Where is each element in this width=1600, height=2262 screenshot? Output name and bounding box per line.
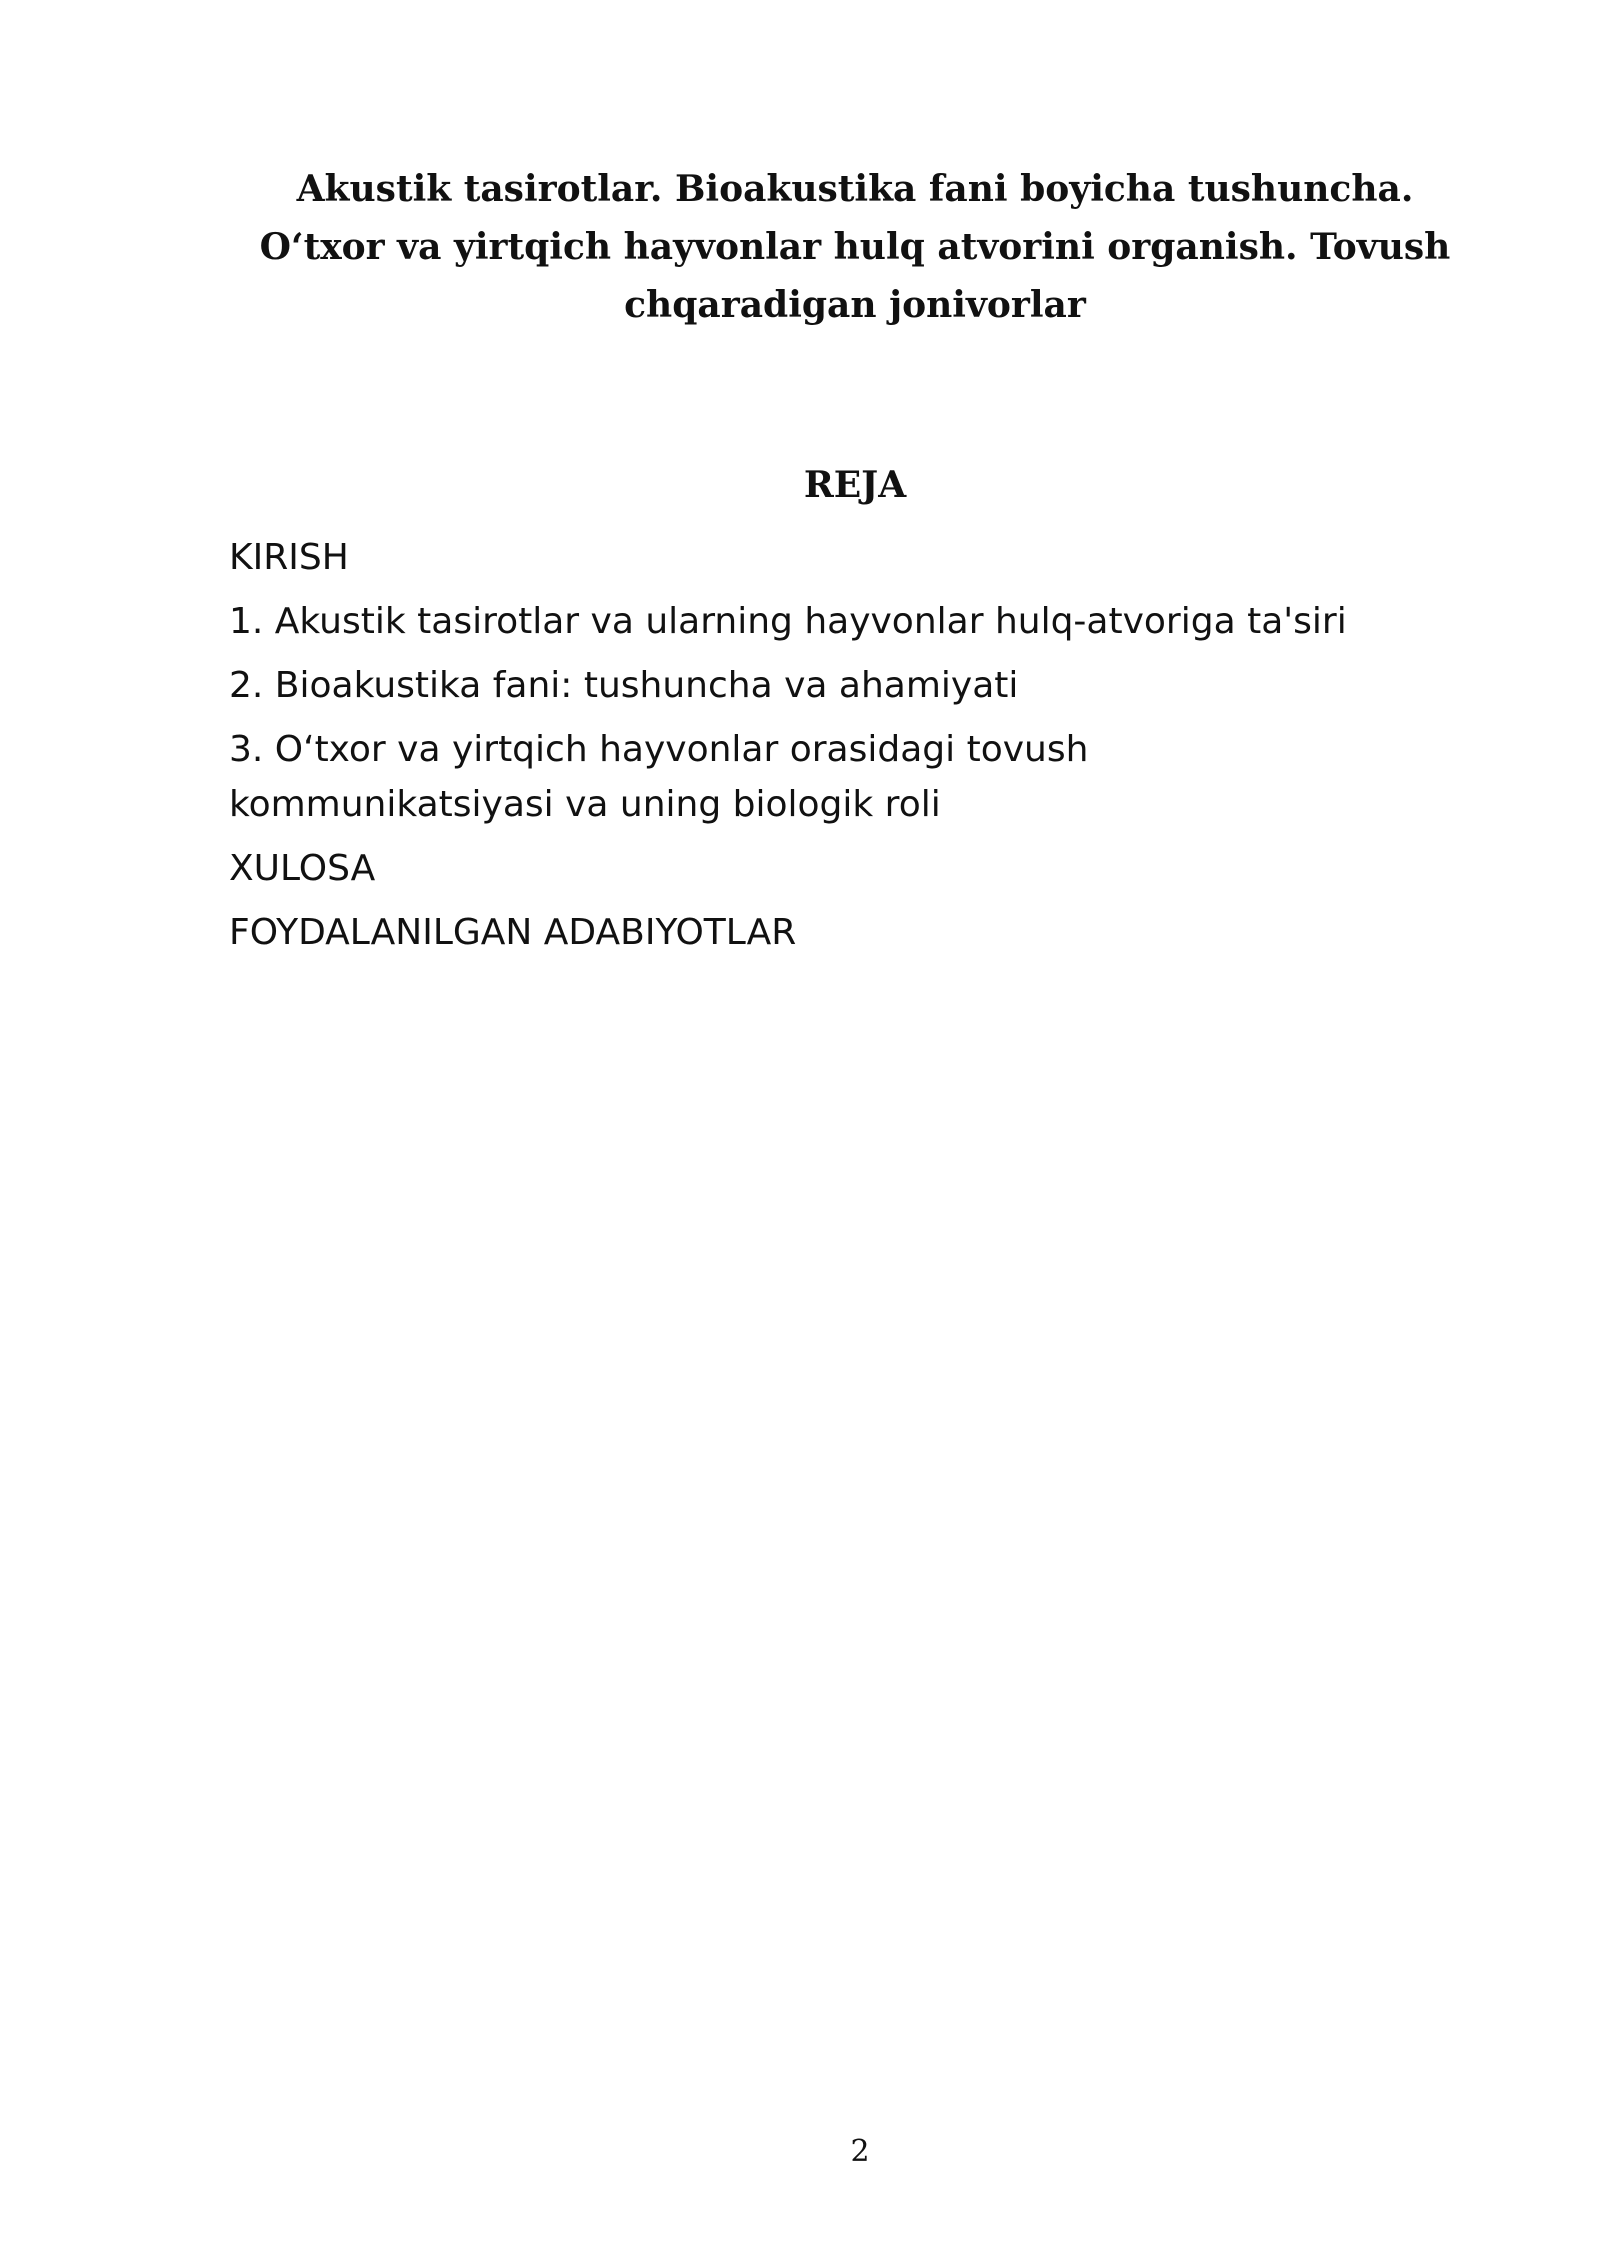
plan-item-intro [229, 530, 1469, 585]
plan-item-text: XULOSA [229, 848, 376, 889]
plan-item-text: 3. O‘txor va yirtqich hayvonlar orasidagi tovush [229, 729, 1089, 770]
plan-item-text: KIRISH [229, 537, 349, 578]
plan-item-text: 1. Akustik tasirotlar va ularning hayvonlar hulq-atvoriga ta'siri [229, 601, 1347, 642]
plan-item-text-continued: kommunikatsiyasi va uning biologik roli [229, 784, 941, 825]
plan-list [229, 530, 1469, 969]
plan-item-3 [229, 722, 1469, 832]
document-title [200, 160, 1510, 334]
plan-item-2 [229, 658, 1469, 713]
page-number: 2 [850, 2134, 870, 2169]
plan-heading: REJA [803, 464, 907, 506]
plan-item-text: 2. Bioakustika fani: tushuncha va ahamiyati [229, 665, 1019, 706]
plan-item-1 [229, 594, 1469, 649]
plan-item-references [229, 905, 1469, 960]
title-line-2: O‘txor va yirtqich hayvonlar hulq atvorini organish. Tovush [259, 226, 1451, 268]
plan-item-text: FOYDALANILGAN ADABIYOTLAR [229, 912, 797, 953]
title-line-1: Akustik tasirotlar. Bioakustika fani boyicha tushuncha. [296, 168, 1414, 210]
title-line-3: chqaradigan jonivorlar [624, 284, 1086, 326]
plan-item-conclusion [229, 841, 1469, 896]
